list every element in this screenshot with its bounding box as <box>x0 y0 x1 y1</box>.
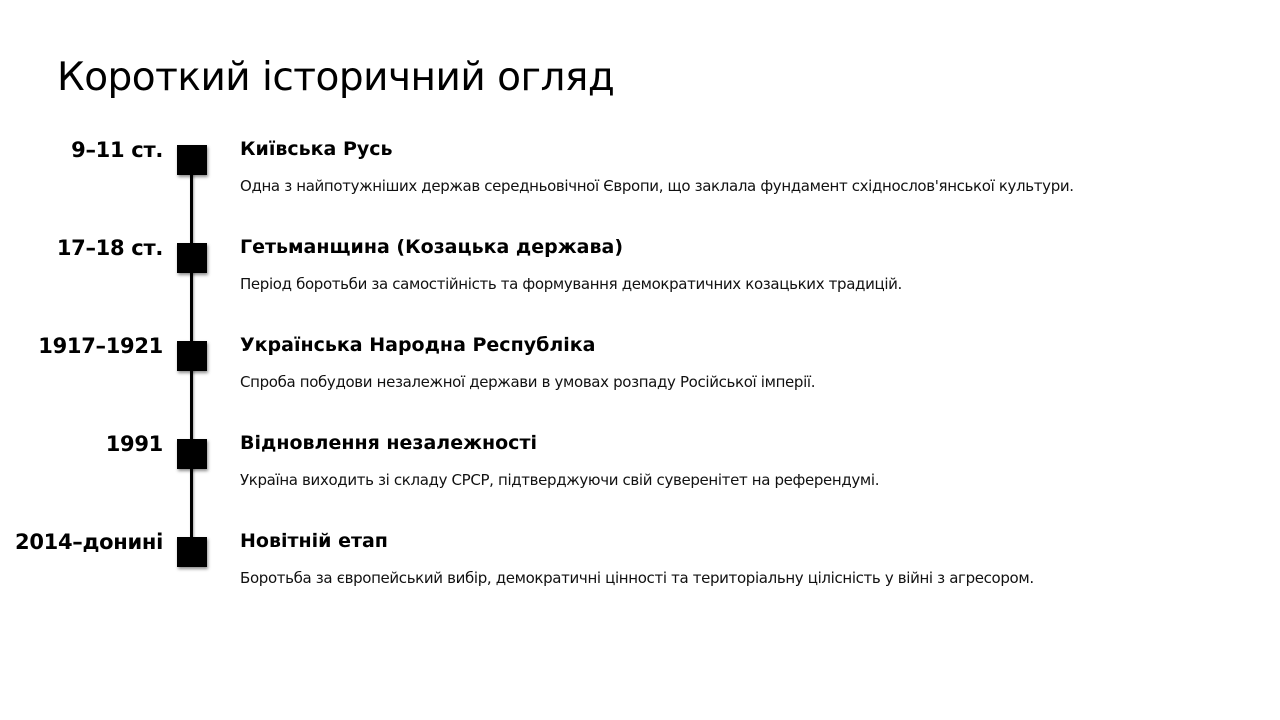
timeline-event-hetmanate <box>0 235 1280 325</box>
event-description: Одна з найпотужніших держав середньовічної Європи, що заклала фундамент східнослов'янської культури. <box>240 177 1074 195</box>
timeline-marker <box>177 537 207 567</box>
event-title: Київська Русь <box>240 138 393 160</box>
event-description: Боротьба за європейський вибір, демократичні цінності та територіальну цілісність у війні з агресором. <box>240 569 1034 587</box>
timeline-event-unr <box>0 333 1280 423</box>
timeline-event-independence <box>0 431 1280 521</box>
event-description: Період боротьби за самостійність та формування демократичних козацьких традицій. <box>240 275 902 293</box>
event-title: Новітній етап <box>240 530 388 552</box>
event-title: Відновлення незалежності <box>240 432 537 454</box>
event-date: 1991 <box>105 432 163 456</box>
event-description: Україна виходить зі складу СРСР, підтверджуючи свій суверенітет на референдумі. <box>240 471 880 489</box>
timeline-event-kyivan-rus <box>0 137 1280 227</box>
page-title: Короткий історичний огляд <box>57 55 615 100</box>
timeline-marker <box>177 341 207 371</box>
timeline-marker <box>177 439 207 469</box>
event-date: 17–18 ст. <box>56 236 163 260</box>
event-title: Гетьманщина (Козацька держава) <box>240 236 624 258</box>
event-date: 2014–донині <box>15 530 163 554</box>
event-description: Спроба побудови незалежної держави в умовах розпаду Російської імперії. <box>240 373 816 391</box>
timeline-event-modern <box>0 529 1280 619</box>
timeline-marker <box>177 243 207 273</box>
event-date: 9–11 ст. <box>71 138 163 162</box>
event-title: Українська Народна Республіка <box>240 334 596 356</box>
timeline-marker <box>177 145 207 175</box>
event-date: 1917–1921 <box>38 334 163 358</box>
